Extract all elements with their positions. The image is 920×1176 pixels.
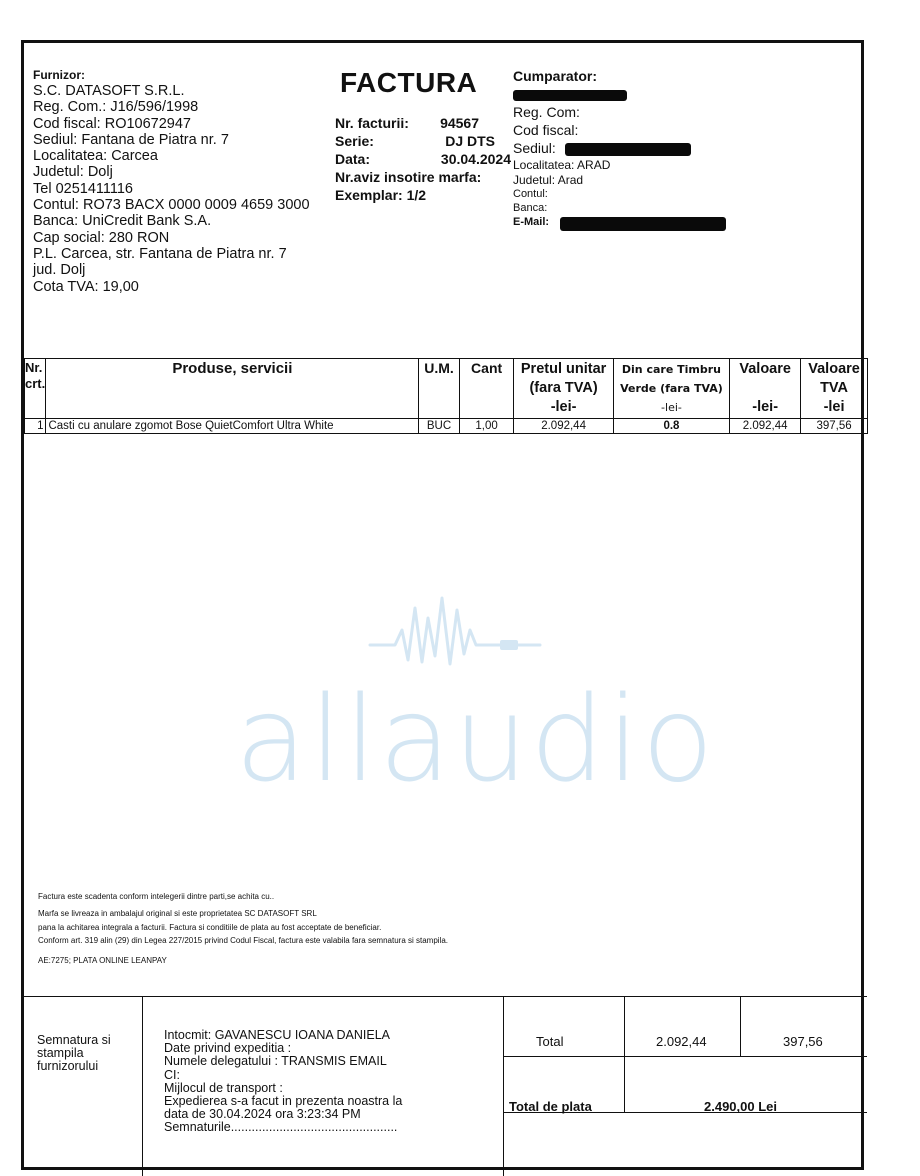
col-valoare-line3: -lei- — [752, 399, 779, 415]
detail-expeditia: Date privind expeditia : — [164, 1041, 292, 1056]
supplier-cap-social: Cap social: 280 RON — [33, 229, 170, 246]
invoice-meta — [335, 114, 511, 204]
detail-delegat: Numele delegatului : TRANSMIS EMAIL — [164, 1054, 387, 1069]
col-timbru-verde — [613, 359, 729, 419]
note-marfa: Marfa se livreaza in ambalajul original si este proprietatea SC DATASOFT SRL — [38, 909, 317, 918]
supplier-cod-fiscal: Cod fiscal: RO10672947 — [33, 115, 191, 132]
invoice-exemplar: Exemplar: 1/2 — [335, 187, 427, 203]
row-nr: 1 — [25, 419, 46, 434]
signature-label: Semnatura si stampila furnizorului — [37, 1033, 111, 1074]
detail-ci: CI: — [164, 1067, 180, 1082]
row-tva: 397,56 — [801, 419, 868, 434]
col-valoare-tva — [801, 359, 868, 419]
col-cant: Cant — [459, 359, 514, 419]
col-valoare — [730, 359, 801, 419]
col-pret-line2: (fara TVA) — [529, 380, 598, 396]
buyer-localitatea: Localitatea: ARAD — [513, 158, 611, 172]
detail-intocmit: Intocmit: GAVANESCU IOANA DANIELA — [164, 1028, 390, 1042]
invoice-data-value: 30.04.2024 — [440, 151, 511, 167]
supplier-reg-com: Reg. Com.: J16/596/1998 — [33, 99, 199, 116]
col-produse: Produse, servicii — [46, 359, 419, 419]
detail-expedierea: Expedierea s-a facut in prezenta noastra la — [164, 1094, 403, 1109]
invoice-nr-label: Nr. facturii: — [335, 115, 409, 131]
footer-divider-2 — [503, 996, 504, 1176]
footer-divider-3 — [624, 996, 625, 1112]
supplier-tel: Tel 0251411116 — [33, 180, 133, 197]
buyer-email: E-Mail: — [513, 216, 550, 228]
invoice-title: FACTURA — [340, 67, 478, 98]
row-um: BUC — [419, 419, 460, 434]
note-ae: AE:7275; PLATA ONLINE LEANPAY — [38, 956, 167, 965]
buyer-reg-com: Reg. Com: — [513, 104, 580, 120]
watermark-text: allaudio — [235, 670, 716, 808]
footer-hline-1 — [503, 1056, 867, 1057]
col-tva-line1: Valoare — [808, 361, 860, 377]
footer-divider-1 — [142, 996, 143, 1176]
supplier-judetul: Judetul: Dolj — [33, 164, 113, 181]
supplier-sediul: Sediul: Fantana de Piatra nr. 7 — [33, 131, 229, 148]
col-tva-line2: TVA — [820, 380, 849, 396]
supplier-localitatea: Localitatea: Carcea — [33, 148, 158, 165]
row-pret: 2.092,44 — [514, 419, 613, 434]
invoice-serie-value: DJ DTS — [445, 133, 495, 149]
invoice-data-label: Data: — [335, 151, 371, 167]
items-table — [24, 358, 868, 434]
shipping-details — [164, 1029, 402, 1135]
col-pret-line1: Pretul unitar — [520, 361, 607, 377]
buyer-sediul: Sediul: — [513, 140, 556, 156]
supplier-label: Furnizor: — [33, 68, 85, 82]
buyer-cod-fiscal: Cod fiscal: — [513, 122, 579, 138]
col-tva-line3: -lei — [823, 399, 845, 415]
footer-divider-4 — [740, 996, 741, 1056]
redacted-buyer-address — [565, 143, 691, 156]
row-timbru: 0.8 — [613, 419, 729, 434]
redacted-buyer-email — [560, 217, 726, 231]
table-row — [25, 419, 868, 434]
detail-data: data de 30.04.2024 ora 3:23:34 PM — [164, 1107, 361, 1122]
supplier-punct-lucru: P.L. Carcea, str. Fantana de Piatra nr. 7 — [33, 245, 287, 262]
col-um: U.M. — [419, 359, 460, 419]
detail-transport: Mijlocul de transport : — [164, 1080, 283, 1095]
note-scadenta: Factura este scadenta conform intelegerii dintre parti,se achita cu.. — [38, 892, 275, 901]
col-timbru-line3: -lei- — [661, 401, 682, 414]
soundwave-logo-icon — [360, 590, 560, 670]
supplier-details — [33, 83, 310, 295]
note-achitare: pana la achitarea integrala a facturii. Factura si conditiile de plata au fost acceptate de beneficiar. — [38, 923, 382, 932]
detail-semnaturi: Semnaturile................................................ — [164, 1120, 398, 1135]
supplier-cota-tva: Cota TVA: 19,00 — [33, 278, 139, 295]
buyer-contul: Contul: — [513, 188, 548, 200]
invoice-nr-value: 94567 — [440, 115, 479, 131]
col-nr-crt: Nr. crt. — [25, 359, 46, 419]
buyer-judetul: Judetul: Arad — [513, 173, 584, 187]
row-cant: 1,00 — [459, 419, 514, 434]
note-conform: Conform art. 319 alin (29) din Legea 227/2015 privind Codul Fiscal, factura este valabila fara semnatura si stampila. — [38, 936, 448, 945]
row-valoare: 2.092,44 — [730, 419, 801, 434]
invoice-notes — [38, 888, 448, 969]
col-timbru-line1: Din care Timbru — [621, 363, 721, 376]
total-plata-value: 2.490,00 Lei — [704, 1099, 777, 1114]
supplier-contul: Contul: RO73 BACX 0000 0009 4659 3000 — [33, 197, 310, 214]
col-valoare-line1: Valoare — [739, 361, 791, 377]
buyer-label: Cumparator: — [513, 68, 598, 84]
redacted-buyer-name — [513, 90, 627, 101]
total-label: Total — [536, 1034, 564, 1049]
supplier-jud: jud. Dolj — [33, 262, 86, 279]
total-tva: 397,56 — [783, 1034, 823, 1049]
invoice-serie-label: Serie: — [335, 133, 374, 149]
col-timbru-line2: Verde (fara TVA) — [620, 382, 723, 395]
buyer-banca: Banca: — [513, 202, 548, 214]
supplier-banca: Banca: UniCredit Bank S.A. — [33, 213, 212, 230]
invoice-aviz-label: Nr.aviz insotire marfa: — [335, 169, 482, 185]
table-header-row — [25, 359, 868, 419]
total-plata-label: Total de plata — [509, 1099, 592, 1114]
supplier-name: S.C. DATASOFT S.R.L. — [33, 83, 185, 99]
col-pret-unitar — [514, 359, 613, 419]
col-pret-line3: -lei- — [550, 399, 577, 415]
total-value: 2.092,44 — [656, 1034, 707, 1049]
row-produs: Casti cu anulare zgomot Bose QuietComfort Ultra White — [46, 419, 419, 434]
